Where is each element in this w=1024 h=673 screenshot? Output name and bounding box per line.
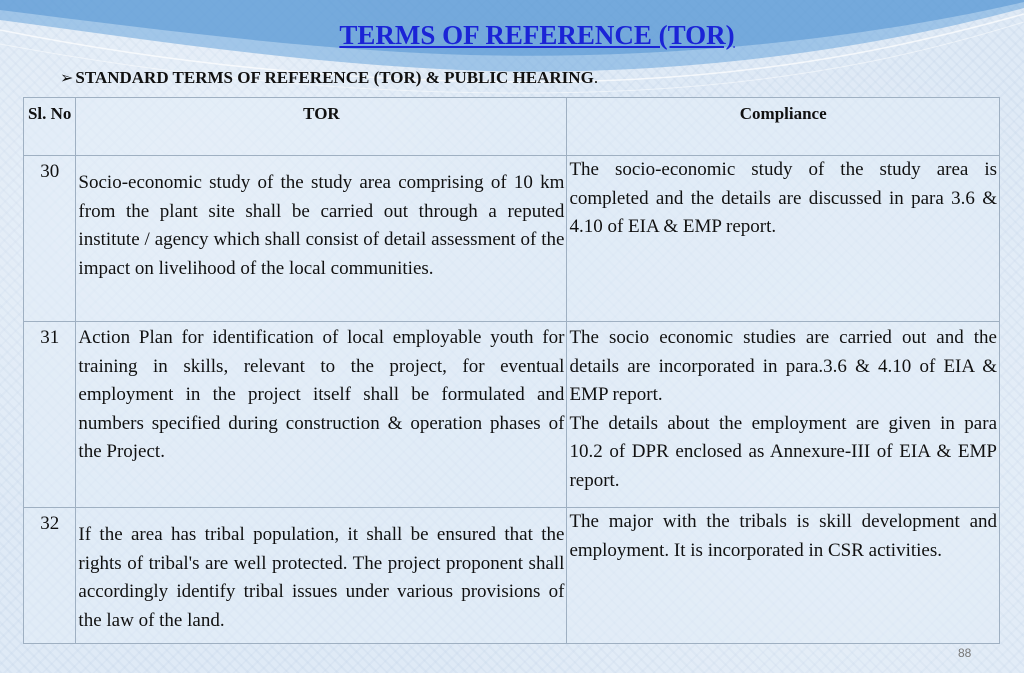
row-compliance-text: The socio-economic study of the study area is completed and the details are discussed in para 3.6 & 4.10 of EIA & EMP report.	[567, 156, 1000, 322]
row-sl-number: 31	[24, 322, 76, 508]
table-row	[24, 508, 1000, 644]
arrow-bullet-icon: ➢	[60, 68, 74, 87]
table-header-row	[24, 98, 1000, 156]
header-sl-no: Sl. No	[24, 98, 76, 156]
row-sl-number: 30	[24, 156, 76, 322]
page-number: 88	[958, 646, 972, 660]
subtitle-period: .	[593, 68, 599, 87]
row-tor-text: If the area has tribal population, it shall be ensured that the rights of tribal's are well protected. The project proponent shall accordingly identify tribal issues under various provisions of the law of the land.	[76, 508, 567, 644]
page-title: TERMS OF REFERENCE (TOR)	[339, 20, 735, 50]
header-wave-decoration	[0, 0, 1024, 110]
row-compliance-cell	[567, 322, 1000, 508]
header-tor: TOR	[76, 98, 567, 156]
subtitle-text: STANDARD TERMS OF REFERENCE (TOR) & PUBLIC HEARING	[75, 68, 594, 87]
row-compliance-text: The socio economic studies are carried out and the details are incorporated in para.3.6 & 4.10 of EIA & EMP report.	[569, 327, 997, 406]
section-subtitle	[60, 68, 598, 88]
row-tor-text: Action Plan for identification of local employable youth for training in skills, relevant to the project, for eventual employment in the project itself shall be formulated and numbers specified during construction & operation phases of the Project.	[76, 322, 567, 508]
row-sl-number: 32	[24, 508, 76, 644]
header-compliance: Compliance	[567, 98, 1000, 156]
table-row	[24, 322, 1000, 508]
tor-compliance-table	[23, 97, 1000, 644]
row-tor-text: Socio-economic study of the study area comprising of 10 km from the plant site shall be carried out through a reputed institute / agency which shall consist of detail assessment of the impact on livelihood of the local communities.	[76, 156, 567, 322]
row-compliance-text: The major with the tribals is skill development and employment. It is incorporated in CSR activities.	[567, 508, 1000, 644]
row-compliance-text: The details about the employment are given in para 10.2 of DPR enclosed as Annexure-III of EIA & EMP report.	[569, 412, 997, 491]
table-row	[24, 156, 1000, 322]
